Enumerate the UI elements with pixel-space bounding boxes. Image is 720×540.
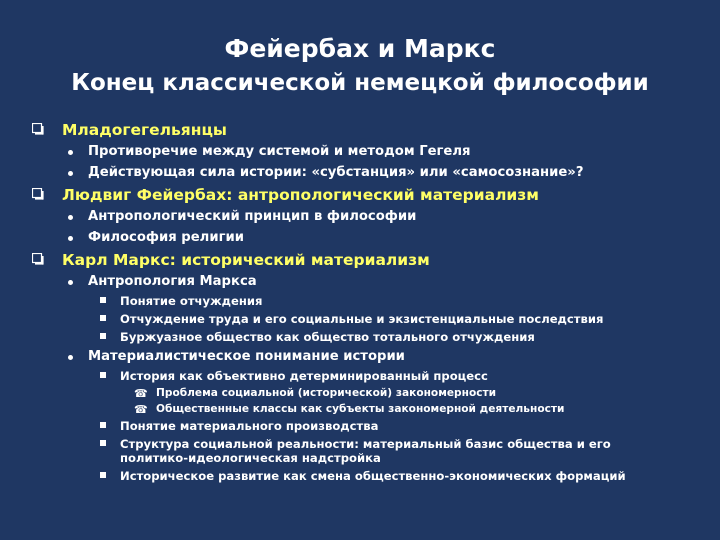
checkbox-bullet-icon: [32, 188, 44, 200]
bullet-dot-icon: [68, 236, 73, 241]
sub-list-item: Понятие отчуждения: [30, 294, 680, 308]
sub-list-item: Структура социальной реальности: материальный базис общества и его политико-идеологическая надстройка: [30, 437, 680, 465]
sub-list-item: Отчуждение труда и его социальные и экзистенциальные последствия: [30, 312, 680, 326]
list-item: Действующая сила истории: «субстанция» или «самосознание»?: [30, 164, 710, 182]
telephone-icon: ☎: [134, 387, 148, 400]
list-item: Антропология Маркса: [30, 273, 710, 291]
sub-list-item: Понятие материального производства: [30, 419, 680, 433]
section-heading: Людвиг Фейербах: антропологический материализм: [30, 185, 710, 205]
slide-title: Фейербах и Маркс: [224, 34, 496, 63]
list-item: Философия религии: [30, 229, 710, 247]
bullet-square-icon: [100, 440, 106, 446]
checkbox-bullet-icon: [32, 253, 44, 265]
checkbox-bullet-icon: [32, 123, 44, 135]
bullet-square-icon: [100, 422, 106, 428]
bullet-square-icon: [100, 297, 106, 303]
section-heading: Младогегельянцы: [30, 120, 710, 140]
bullet-dot-icon: [68, 171, 73, 176]
sub-list-item: Буржуазное общество как общество тотального отчуждения: [30, 330, 680, 344]
list-item: Материалистическое понимание истории: [30, 348, 710, 366]
bullet-dot-icon: [68, 280, 73, 285]
bullet-square-icon: [100, 372, 106, 378]
bullet-dot-icon: [68, 215, 73, 220]
list-item: Противоречие между системой и методом Гегеля: [30, 143, 710, 161]
slide-subtitle: Конец классической немецкой философии: [71, 70, 649, 96]
bullet-dot-icon: [68, 150, 73, 155]
slide-content: [30, 118, 710, 487]
bullet-square-icon: [100, 472, 106, 478]
bullet-square-icon: [100, 315, 106, 321]
bullet-square-icon: [100, 333, 106, 339]
telephone-icon: ☎: [134, 403, 148, 416]
sub-sub-list-item: ☎ Проблема социальной (исторической) закономерности: [134, 387, 497, 400]
sub-list-item: История как объективно детерминированный процесс: [30, 369, 680, 383]
sub-sub-list-item: ☎ Общественные классы как субъекты закономерной деятельности: [134, 403, 565, 416]
sub-list-item: Историческое развитие как смена общественно-экономических формаций: [30, 469, 680, 483]
section-heading: Карл Маркс: исторический материализм: [30, 250, 710, 270]
bullet-dot-icon: [68, 355, 73, 360]
list-item: Антропологический принцип в философии: [30, 208, 710, 226]
